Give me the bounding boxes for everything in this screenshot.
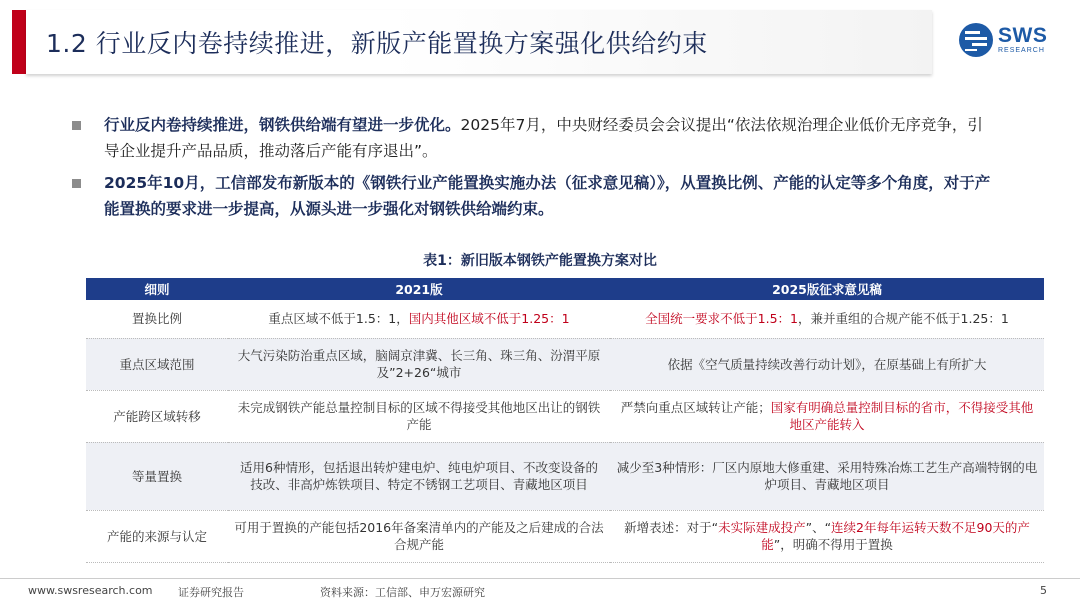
square-bullet-icon (72, 179, 81, 188)
highlight-text: 国内其他区域不低于1.25：1 (408, 311, 570, 327)
cell-text: 大气污染防治重点区域，脑阔京津冀、长三角、珠三角、汾渭平原及”2+26“城市 (237, 348, 601, 380)
cell-text: 新增表述：对于“ (624, 520, 719, 535)
old-version-cell (228, 510, 610, 562)
sws-logo-icon (958, 22, 994, 58)
title-accent-bar (12, 10, 26, 74)
highlight-text: 连续2年每年运转天数不足90天的产能 (761, 520, 1030, 552)
bullet-bold-text: 行业反内卷持续推进，钢铁供给端有望进一步优化。 (104, 116, 461, 134)
footer-divider (0, 578, 1080, 579)
bullet-text: 2025年7月，中央财经委员会会议提出“依法依规治理企业低价无序竞争，引导企业提升产品品质，推动落后产能有序退出”。 (104, 116, 983, 160)
square-bullet-icon (72, 121, 81, 130)
new-version-cell (610, 338, 1044, 390)
table-header-row (86, 278, 1044, 300)
row-label: 产能跨区域转移 (86, 390, 228, 442)
page-title: 1.2 行业反内卷持续推进，新版产能置换方案强化供给约束 (46, 29, 708, 58)
row-label: 重点区域范围 (86, 338, 228, 390)
footer-website-link[interactable]: www.swsresearch.com (28, 584, 153, 597)
table-row (86, 510, 1044, 562)
old-version-cell (228, 442, 610, 510)
cell-text: ”、“ (805, 520, 832, 535)
old-version-cell (228, 300, 610, 338)
sws-logo (958, 22, 1058, 66)
row-label: 产能的来源与认定 (86, 510, 228, 562)
comparison-table (86, 278, 1044, 563)
old-version-cell (228, 390, 610, 442)
logo-wordmark: SWS (998, 24, 1048, 47)
new-version-cell (610, 300, 1044, 338)
cell-text: 依据《空气质量持续改善行动计划》，在原基础上有所扩大 (667, 356, 987, 372)
new-version-cell (610, 442, 1044, 510)
table-row (86, 390, 1044, 442)
title-bar (0, 0, 1080, 88)
cell-text: 减少至3种情形：厂区内原地大修重建、采用特殊冶炼工艺生产高端特钢的电炉项目、青藏地区项目 (616, 460, 1038, 492)
cell-text: ”，明确不得用于置换 (773, 537, 893, 552)
cell-text: ，兼并重组的合规产能不低于1.25：1 (798, 311, 1009, 327)
page-number: 5 (1040, 584, 1047, 597)
new-version-cell (610, 510, 1044, 562)
cell-text: 未完成钢铁产能总量控制目标的区域不得接受其他地区出让的钢铁产能 (237, 400, 601, 432)
logo-subtitle: RESEARCH (998, 47, 1045, 54)
bullet-item (72, 112, 992, 164)
table-row (86, 338, 1044, 390)
footer-source: 资料来源：工信部、申万宏源研究 (320, 586, 485, 599)
bullet-list (72, 112, 992, 228)
bullet-item (72, 170, 992, 222)
column-header: 2021版 (228, 278, 610, 300)
footer-report-type: 证券研究报告 (178, 586, 244, 599)
new-version-cell (610, 390, 1044, 442)
row-label: 等量置换 (86, 442, 228, 510)
column-header: 细则 (86, 278, 228, 300)
cell-text: 重点区域不低于1.5：1， (268, 311, 409, 327)
row-label: 置换比例 (86, 300, 228, 338)
highlight-text: 全国统一要求不低于1.5：1 (645, 311, 799, 327)
column-header: 2025版征求意见稿 (610, 278, 1044, 300)
table-title: 表1：新旧版本钢铁产能置换方案对比 (423, 253, 657, 269)
table-row (86, 442, 1044, 510)
cell-text: 适用6种情形，包括退出转炉建电炉、纯电炉项目、不改变设备的技改、非高炉炼铁项目、特定不锈钢工艺项目、青藏地区项目 (240, 460, 598, 492)
highlight-text: 国家有明确总量控制目标的省市，不得接受其他地区产能转入 (770, 400, 1034, 432)
highlight-text: 未实际建成投产 (718, 520, 806, 535)
cell-text: 严禁向重点区域转让产能； (620, 400, 771, 415)
old-version-cell (228, 338, 610, 390)
table-row (86, 300, 1044, 338)
cell-text: 可用于置换的产能包括2016年备案清单内的产能及之后建成的合法合规产能 (234, 520, 604, 552)
bullet-bold-text: 2025年10月，工信部发布新版本的《钢铁行业产能置换实施办法（征求意见稿）》，从置换比例、产能的认定等多个角度，对于产能置换的要求进一步提高，从源头进一步强化对钢铁供给端约束。 (104, 174, 991, 218)
